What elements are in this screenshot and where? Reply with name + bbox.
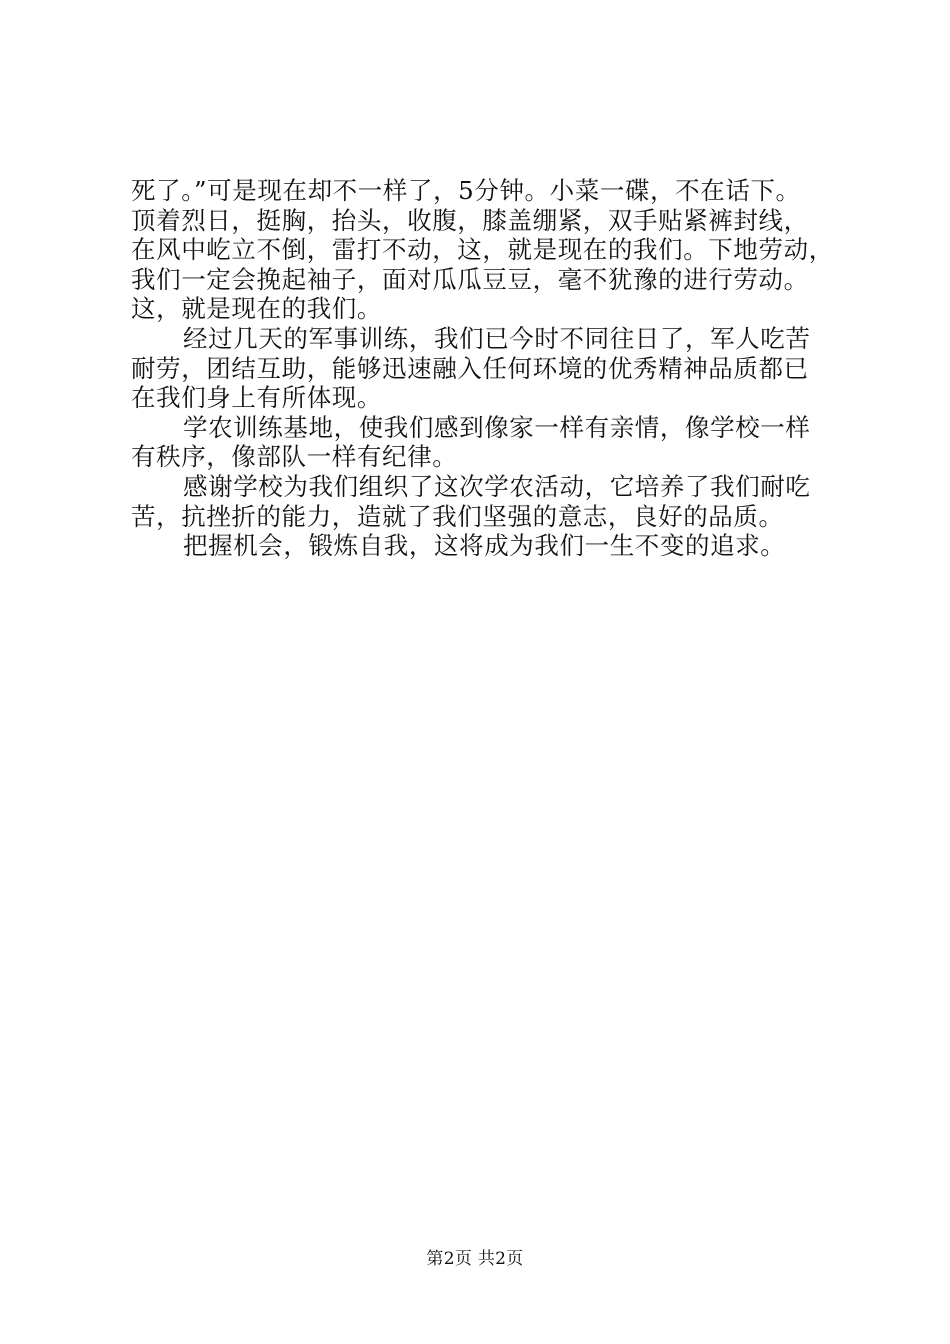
text-line: 这，就是现在的我们。	[131, 294, 382, 324]
text-line: 有秩序，像部队一样有纪律。	[131, 442, 458, 472]
text-line: 耐劳，团结互助，能够迅速融入任何环境的优秀精神品质都已	[131, 353, 809, 383]
paragraph-first-line: 把握机会，锻炼自我，这将成为我们一生不变的追求。	[183, 531, 786, 561]
document-body	[131, 176, 866, 561]
text-line: 在我们身上有所体现。	[131, 383, 382, 413]
text-line: 死了。”可是现在却不一样了，5分钟。小菜一碟，不在话下。	[131, 176, 801, 205]
text-line: 苦，抗挫折的能力，造就了我们坚强的意志，良好的品质。	[131, 501, 784, 531]
text-line: 顶着烈日，挺胸，抬头，收腹，膝盖绷紧，双手贴紧裤封线，	[131, 205, 809, 235]
paragraph-first-line: 经过几天的军事训练，我们已今时不同往日了，军人吃苦	[183, 323, 811, 353]
text-line: 我们一定会挽起袖子，面对瓜瓜豆豆，毫不犹豫的进行劳动。	[131, 264, 809, 294]
text-line: 在风中屹立不倒，雷打不动，这，就是现在的我们。下地劳动，	[131, 235, 834, 265]
page-number-footer: 第2页 共2页	[426, 1249, 524, 1269]
paragraph-first-line: 感谢学校为我们组织了这次学农活动，它培养了我们耐吃	[183, 471, 811, 501]
paragraph-first-line: 学农训练基地，使我们感到像家一样有亲情，像学校一样	[183, 412, 811, 442]
